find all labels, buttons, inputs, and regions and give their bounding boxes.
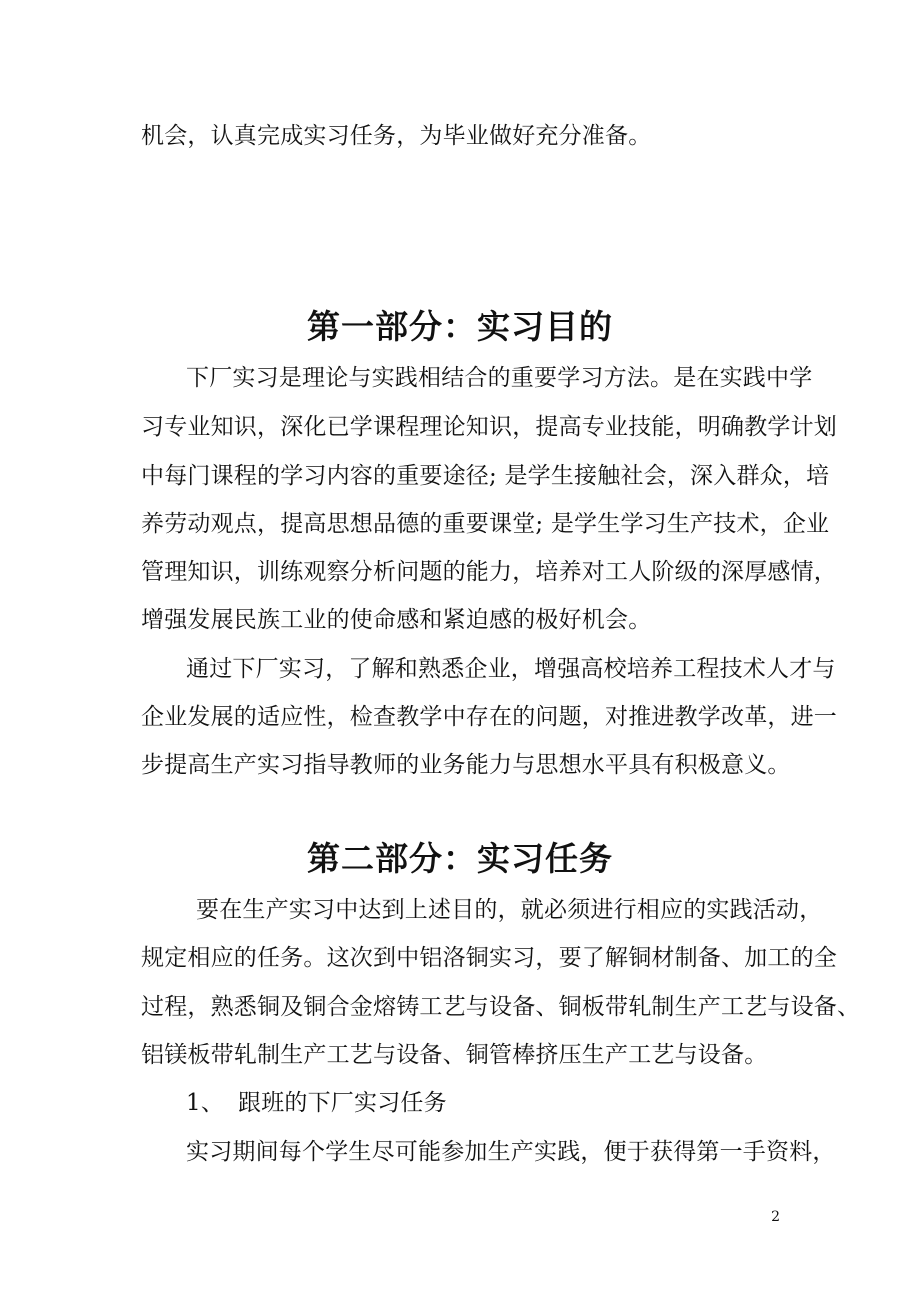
section-heading-purpose: 第一部分：实习目的 — [307, 307, 613, 346]
purpose-paragraph-line: 下厂实习是理论与实践相结合的重要学习方法。是在实践中学 — [186, 365, 813, 391]
purpose-paragraph-line: 增强发展民族工业的使命感和紧迫感的极好机会。 — [141, 607, 652, 633]
purpose-paragraph-line: 中每门课程的学习内容的重要途径; 是学生接触社会，深入群众，培 — [141, 463, 830, 489]
section-heading-tasks: 第二部分：实习任务 — [307, 839, 613, 878]
tasks-paragraph-line: 规定相应的任务。这次到中铝洛铜实习，要了解铜材制备、加工的全 — [141, 945, 837, 971]
tasks-paragraph-line: 实习期间每个学生尽可能参加生产实践，便于获得第一手资料， — [186, 1139, 836, 1165]
tasks-paragraph-line: 过程，熟悉铜及铜合金熔铸工艺与设备、铜板带轧制生产工艺与设备、 — [141, 994, 861, 1020]
purpose-paragraph-line: 养劳动观点，提高思想品德的重要课堂; 是学生学习生产技术，企业 — [141, 511, 830, 537]
purpose-paragraph-line: 通过下厂实习，了解和熟悉企业，增强高校培养工程技术人才与 — [186, 656, 836, 682]
page-number: 2 — [771, 1209, 780, 1225]
purpose-paragraph-line: 管理知识，训练观察分析问题的能力，培养对工人阶级的深厚感情， — [141, 559, 837, 585]
tasks-paragraph-line: 要在生产实习中达到上述目的，就必须进行相应的实践活动， — [196, 897, 823, 923]
purpose-paragraph-line: 步提高生产实习指导教师的业务能力与思想水平具有积极意义。 — [141, 752, 791, 778]
purpose-paragraph-line: 企业发展的适应性，检查教学中存在的问题，对推进教学改革，进一 — [141, 704, 837, 730]
list-item-title: 跟班的下厂实习任务 — [238, 1090, 447, 1116]
purpose-paragraph-line: 习专业知识，深化已学课程理论知识，提高专业技能，明确教学计划 — [141, 414, 837, 440]
tasks-paragraph-line: 铝镁板带轧制生产工艺与设备、铜管棒挤压生产工艺与设备。 — [141, 1042, 768, 1068]
continuation-line: 机会，认真完成实习任务，为毕业做好充分准备。 — [141, 123, 652, 149]
list-item-number: 1、 — [186, 1090, 225, 1116]
